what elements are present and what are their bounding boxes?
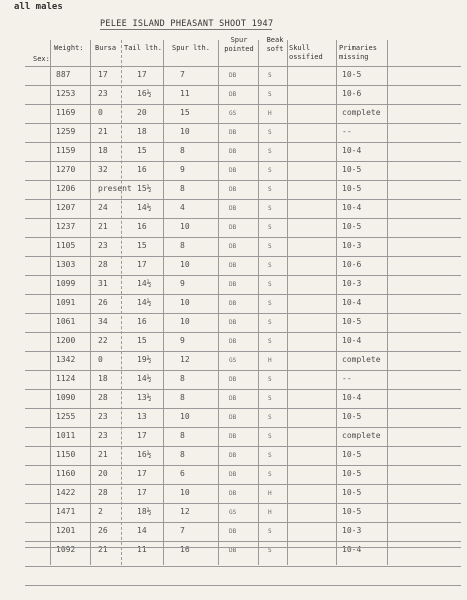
spur-length-cell: 10 [180,127,190,136]
spur-length-cell: 10 [180,317,190,326]
beak-soft-cell: S [268,395,272,402]
tail-length-cell: 20 [137,108,147,117]
spur-pointed-cell: DB [229,205,237,212]
row-rule [25,370,461,371]
row-rule [25,484,461,485]
weight-cell: 1270 [56,165,76,174]
weight-cell: 1160 [56,469,76,478]
bursa-cell: 18 [98,374,108,383]
tail-length-cell: 15 [137,146,147,155]
table-row [0,408,467,427]
tail-length-cell: 16 [137,165,147,174]
row-rule [25,85,461,86]
primaries-missing-cell: 10-3 [342,241,362,250]
beak-soft-cell: S [268,376,272,383]
table-row [0,389,467,408]
spur-length-cell: 9 [180,279,185,288]
bursa-cell: 28 [98,488,108,497]
spur-length-cell: 8 [180,450,185,459]
bursa-cell: 21 [98,222,108,231]
bursa-cell: 18 [98,146,108,155]
spur-length-cell: 8 [180,393,185,402]
table-row [0,275,467,294]
table-row [0,85,467,104]
weight-cell: 1099 [56,279,76,288]
table-row [0,465,467,484]
spur-pointed-cell: DB [229,148,237,155]
table-row [0,161,467,180]
bursa-cell: 21 [98,127,108,136]
bursa-cell: 28 [98,393,108,402]
primaries-missing-cell: 10-5 [342,412,362,421]
primaries-missing-cell: 10-4 [342,336,362,345]
spur-pointed-cell: DB [229,300,237,307]
spur-length-cell: 10 [180,222,190,231]
spur-length-cell: 15 [180,108,190,117]
bursa-cell: 32 [98,165,108,174]
spur-length-cell: 10 [180,412,190,421]
table-row [0,446,467,465]
bursa-cell: 22 [98,336,108,345]
beak-soft-cell: S [268,300,272,307]
table-row [0,484,467,503]
primaries-missing-cell: 10-5 [342,184,362,193]
spur-length-cell: 9 [180,165,185,174]
beak-soft-cell: H [268,357,272,364]
beak-soft-cell: H [268,509,272,516]
header-beak-soft: Beak soft [266,36,284,53]
primaries-missing-cell: 10-5 [342,488,362,497]
primaries-missing-cell: complete [342,355,381,364]
tail-length-cell: 16½ [137,450,152,459]
tail-length-cell: 16 [137,222,147,231]
tail-length-cell: 15½ [137,184,152,193]
weight-cell: 1471 [56,507,76,516]
tail-length-cell: 17 [137,488,147,497]
table-row [0,294,467,313]
tail-length-cell: 17 [137,469,147,478]
primaries-missing-cell: 10-6 [342,89,362,98]
spur-length-cell: 16 [180,545,190,554]
weight-cell: 1090 [56,393,76,402]
header-skull-ossified: Skull ossified [289,44,323,61]
spur-length-cell: 11 [180,89,190,98]
weight-cell: 1342 [56,355,76,364]
weight-cell: 1011 [56,431,76,440]
header-weight: Weight: [54,44,84,52]
beak-soft-cell: H [268,490,272,497]
beak-soft-cell: S [268,281,272,288]
bursa-cell: 24 [98,203,108,212]
title-underline [100,29,272,30]
spur-pointed-cell: GS [229,509,237,516]
primaries-missing-cell: 10-4 [342,545,362,554]
spur-length-cell: 6 [180,469,185,478]
bursa-cell: present [98,184,132,193]
weight-cell: 1200 [56,336,76,345]
primaries-missing-cell: 10-3 [342,526,362,535]
primaries-missing-cell: 10-5 [342,317,362,326]
weight-cell: 1169 [56,108,76,117]
spur-length-cell: 9 [180,336,185,345]
beak-soft-cell: S [268,91,272,98]
table-row [0,104,467,123]
spur-length-cell: 10 [180,488,190,497]
row-rule [25,547,461,548]
header-tail-length: Tail lth. [124,44,162,52]
tail-length-cell: 17 [137,431,147,440]
spur-length-cell: 8 [180,184,185,193]
header-spur-length: Spur lth. [172,44,210,52]
spur-length-cell: 12 [180,507,190,516]
spur-pointed-cell: DB [229,395,237,402]
spur-pointed-cell: DB [229,281,237,288]
spur-length-cell: 8 [180,241,185,250]
tail-length-cell: 14½ [137,374,152,383]
weight-cell: 1150 [56,450,76,459]
weight-cell: 1201 [56,526,76,535]
row-rule [25,585,461,586]
header-primaries-missing: Primaries missing [339,44,377,61]
table-row [0,180,467,199]
primaries-missing-cell: 10-5 [342,507,362,516]
weight-cell: 1237 [56,222,76,231]
beak-soft-cell: S [268,167,272,174]
weight-cell: 1206 [56,184,76,193]
bursa-cell: 26 [98,298,108,307]
table-row [0,313,467,332]
tail-length-cell: 17 [137,260,147,269]
weight-cell: 1255 [56,412,76,421]
row-rule [25,123,461,124]
spur-length-cell: 8 [180,146,185,155]
row-rule [25,541,461,542]
tail-length-cell: 14 [137,526,147,535]
beak-soft-cell: S [268,452,272,459]
primaries-missing-cell: 10-5 [342,165,362,174]
row-rule [25,408,461,409]
row-rule [25,427,461,428]
tail-length-cell: 14½ [137,298,152,307]
primaries-missing-cell: 10-4 [342,146,362,155]
primaries-missing-cell: 10-5 [342,70,362,79]
beak-soft-cell: S [268,414,272,421]
weight-cell: 1105 [56,241,76,250]
tail-length-cell: 13½ [137,393,152,402]
weight-cell: 1422 [56,488,76,497]
bursa-cell: 23 [98,241,108,250]
spur-pointed-cell: DB [229,186,237,193]
table-row [0,332,467,351]
weight-cell: 1091 [56,298,76,307]
table-row [0,541,467,560]
row-rule [25,256,461,257]
beak-soft-cell: S [268,72,272,79]
primaries-missing-cell: 10-4 [342,203,362,212]
primaries-missing-cell: 10-5 [342,450,362,459]
row-rule [25,465,461,466]
bursa-cell: 28 [98,260,108,269]
weight-cell: 1061 [56,317,76,326]
table-row [0,123,467,142]
tail-length-cell: 15 [137,241,147,250]
primaries-missing-cell: 10-4 [342,393,362,402]
row-rule [25,566,461,567]
table-row [0,351,467,370]
table-row [0,522,467,541]
row-rule [25,446,461,447]
spur-length-cell: 8 [180,431,185,440]
spur-pointed-cell: DB [229,452,237,459]
primaries-missing-cell: complete [342,108,381,117]
weight-cell: 887 [56,70,71,79]
spur-pointed-cell: DB [229,414,237,421]
row-rule [25,218,461,219]
spur-pointed-cell: DB [229,338,237,345]
spur-pointed-cell: DB [229,91,237,98]
spur-pointed-cell: DB [229,528,237,535]
row-rule [25,503,461,504]
row-rule [25,142,461,143]
spur-pointed-cell: DB [229,433,237,440]
table-row [0,142,467,161]
primaries-missing-cell: 10-5 [342,222,362,231]
spur-length-cell: 7 [180,526,185,535]
table-row [0,427,467,446]
spur-length-cell: 10 [180,298,190,307]
tail-length-cell: 14½ [137,203,152,212]
spur-pointed-cell: DB [229,376,237,383]
row-rule [25,332,461,333]
spur-pointed-cell: GS [229,357,237,364]
beak-soft-cell: S [268,129,272,136]
bursa-cell: 20 [98,469,108,478]
tail-length-cell: 18½ [137,507,152,516]
table-row [0,256,467,275]
row-rule [25,66,461,67]
row-rule [25,294,461,295]
beak-soft-cell: H [268,110,272,117]
table-row [0,503,467,522]
spur-pointed-cell: DB [229,129,237,136]
header-sex: Sex: [33,55,50,63]
beak-soft-cell: S [268,528,272,535]
beak-soft-cell: S [268,224,272,231]
tail-length-cell: 11 [137,545,147,554]
spur-pointed-cell: DB [229,243,237,250]
tail-length-cell: 15 [137,336,147,345]
header-spur-pointed: Spur pointed [224,36,254,53]
row-rule [25,180,461,181]
bursa-cell: 0 [98,355,103,364]
tail-length-cell: 16 [137,317,147,326]
beak-soft-cell: S [268,338,272,345]
bursa-cell: 31 [98,279,108,288]
bursa-cell: 17 [98,70,108,79]
sheet-title: PELEE ISLAND PHEASANT SHOOT 1947 [100,19,274,29]
primaries-missing-cell: -- [342,374,352,383]
handwritten-note: all males [14,2,63,12]
spur-pointed-cell: DB [229,547,237,554]
spur-pointed-cell: DB [229,262,237,269]
tail-length-cell: 16½ [137,89,152,98]
spur-length-cell: 7 [180,70,185,79]
spur-pointed-cell: DB [229,224,237,231]
tail-length-cell: 17 [137,70,147,79]
beak-soft-cell: S [268,547,272,554]
spur-length-cell: 12 [180,355,190,364]
beak-soft-cell: S [268,148,272,155]
beak-soft-cell: S [268,262,272,269]
row-rule [25,522,461,523]
bursa-cell: 26 [98,526,108,535]
row-rule [25,313,461,314]
table-row [0,370,467,389]
row-rule [25,161,461,162]
spur-pointed-cell: DB [229,319,237,326]
bursa-cell: 0 [98,108,103,117]
spur-pointed-cell: DB [229,167,237,174]
beak-soft-cell: S [268,319,272,326]
row-rule [25,237,461,238]
weight-cell: 1303 [56,260,76,269]
bursa-cell: 23 [98,412,108,421]
row-rule [25,275,461,276]
weight-cell: 1253 [56,89,76,98]
table-row [0,66,467,85]
table-row [0,237,467,256]
row-rule [25,199,461,200]
row-rule [25,351,461,352]
primaries-missing-cell: 10-4 [342,298,362,307]
beak-soft-cell: S [268,186,272,193]
bursa-cell: 21 [98,545,108,554]
weight-cell: 1207 [56,203,76,212]
spur-pointed-cell: DB [229,471,237,478]
beak-soft-cell: S [268,205,272,212]
tail-length-cell: 19½ [137,355,152,364]
weight-cell: 1124 [56,374,76,383]
weight-cell: 1159 [56,146,76,155]
beak-soft-cell: S [268,471,272,478]
table-row [0,199,467,218]
beak-soft-cell: S [268,433,272,440]
bursa-cell: 2 [98,507,103,516]
tail-length-cell: 18 [137,127,147,136]
table-row [0,218,467,237]
spur-pointed-cell: GS [229,110,237,117]
beak-soft-cell: S [268,243,272,250]
primaries-missing-cell: 10-3 [342,279,362,288]
spur-pointed-cell: DB [229,72,237,79]
row-rule [25,104,461,105]
tail-length-cell: 13 [137,412,147,421]
primaries-missing-cell: 10-6 [342,260,362,269]
weight-cell: 1092 [56,545,76,554]
primaries-missing-cell: complete [342,431,381,440]
tail-length-cell: 14½ [137,279,152,288]
spur-length-cell: 4 [180,203,185,212]
bursa-cell: 21 [98,450,108,459]
bursa-cell: 23 [98,89,108,98]
bursa-cell: 23 [98,431,108,440]
bursa-cell: 34 [98,317,108,326]
row-rule [25,389,461,390]
primaries-missing-cell: -- [342,127,352,136]
spur-length-cell: 10 [180,260,190,269]
header-bursa: Bursa [95,44,117,52]
spur-pointed-cell: DB [229,490,237,497]
primaries-missing-cell: 10-5 [342,469,362,478]
spur-length-cell: 8 [180,374,185,383]
weight-cell: 1259 [56,127,76,136]
